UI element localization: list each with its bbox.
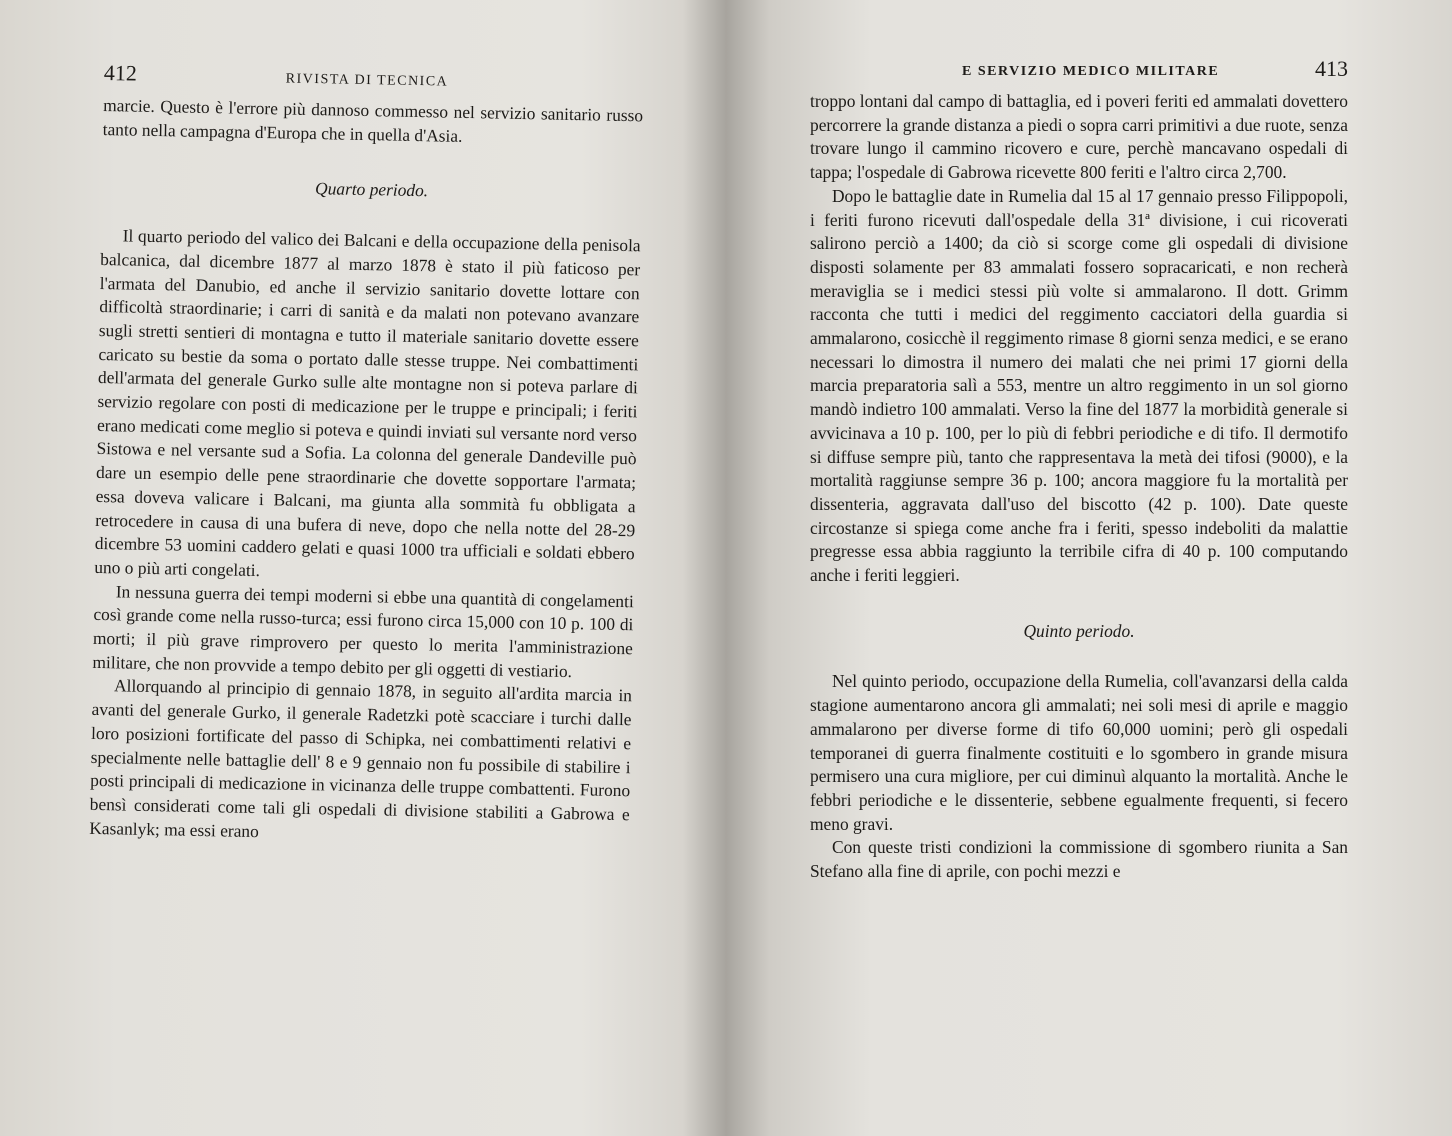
- paragraph: troppo lontani dal campo di battaglia, ed i poveri feriti ed ammalati dovettero percorrere la grande distanza a piedi o sopra carri primitivi a due ruote, senza trovare lungo il cammino ricovero e cure, perchè mancavano ospedali di tappa; l'ospedale di Gabrowa ricevette 800 feriti e l'altro circa 2,700.: [810, 91, 1348, 183]
- page-number-right: 413: [1315, 56, 1348, 81]
- right-running-header: [810, 56, 1348, 90]
- left-page-content: [89, 60, 644, 851]
- running-head-right: E SERVIZIO MEDICO MILITARE: [962, 64, 1220, 79]
- paragraph: Allorquando al principio di gennaio 1878, in seguito all'ardita marcia in avanti del generale Gurko, il generale Radetzki potè scacciare i turchi dalle loro posizioni fortificate del passo di Schipka, nei combattimenti relativi e specialmente nelle battaglie dell' 8 e 9 gennaio non fu possibile di stabilire i posti principali di medicazione in vicinanza delle truppe combattenti. Furono bensì considerati come tali gli ospedali di divisione stabiliti a Gabrowa e Kasanlyk; ma essi erano: [89, 675, 633, 841]
- section-title-quarto: Quarto periodo.: [314, 178, 429, 201]
- page-number-left: 412: [103, 60, 138, 86]
- paragraph: marcie. Questo è l'errore più dannoso commesso nel servizio sanitario russo tanto nella campagna d'Europa che in quella d'Asia.: [102, 94, 644, 146]
- paragraph: Nel quinto periodo, occupazione della Rumelia, coll'avanzarsi della calda stagione aumentarono ancora gli ammalati; nei soli mesi di aprile e maggio ammalarono per diverse forme di tifo 60,000 uomini; però gli ospedali temporanei di guerra finalmente costituiti e lo sgombero in grande misura permisero una cura migliore, per cui diminuì alquanto la mortalità. Anche le febbri periodiche e le dissenterie, sebbene egualmente frequenti, si fecero meno gravi.: [810, 671, 1348, 834]
- right-body-text: [810, 90, 1348, 884]
- paragraph: Dopo le battaglie date in Rumelia dal 15 al 17 gennaio presso Filippopoli, i feriti furono ricevuti dall'ospedale della 31ª divisione, i cui ricoverati salirono perciò a 1400; da ciò si scorge come gli ospedali di divisione disposti solamente per 83 ammalati fossero sopracaricati, e non recherà meraviglia se i medici stessi più volte si ammalarono. Il dott. Grimm racconta che tutti i medici del reggimento cacciatori della guardia si ammalarono, cosicchè il reggimento rimase 8 giorni senza medici, e se erano necessari lo dimostra il numero dei malati che nei primi 17 giorni della marcia preparatoria salì a 553, mentre un altro reggimento in un sol giorno mandò indietro 100 ammalati. Verso la fine del 1877 la morbidità generale si avvicinava a 10 p. 100, per lo più di febbri periodiche e di tifo. Il dermotifo si diffuse sempre più, tanto che rappresentava la metà dei tifosi (9000), e la mortalità raggiunse sempre 36 p. 100; ancora maggiore fu la mortalità per dissenteria, aggravata dall'uso del biscotto (42 p. 100). Date queste circostanze si spiega come anche fra i feriti, spesso indeboliti da malattie pregresse essa abbia raggiunto la terribile cifra di 40 p. 100 computando anche i feriti leggieri.: [810, 185, 1348, 586]
- right-page-content: [810, 56, 1348, 884]
- paragraph: Con queste tristi condizioni la commissione di sgombero riunita a San Stefano alla fine di aprile, con pochi mezzi e: [810, 837, 1348, 882]
- section-title-quinto: Quinto periodo.: [1023, 620, 1135, 641]
- paragraph: In nessuna guerra dei tempi moderni si ebbe una quantità di congelamenti così grande come nella russo-turca; essi furono circa 15,000 con 10 p. 100 di morti; il più grave rimprovero per questo lo merita l'amministrazione militare, che non provvide a tempo debito per gli oggetti di vestiario.: [92, 580, 634, 681]
- running-head-left: RIVISTA DI TECNICA: [285, 71, 449, 90]
- left-body-text: [89, 94, 643, 851]
- right-page: [726, 0, 1452, 1136]
- paragraph: Il quarto periodo del valico dei Balcani e della occupazione della penisola balcanica, dal dicembre 1877 al marzo 1878 è stato il più faticoso per l'armata del Danubio, ed anche il servizio sanitario dovette lottare con difficoltà straordinarie; i carri di sanità e da malati non potevano avanzare sugli stretti sentieri di montagna e tutto il materiale sanitario dovette essere caricato su bestie da soma o portato dalle stesse truppe. Nei combattimenti dell'armata del generale Gurko sulle alte montagne non si poteva parlare di servizio regolare con posti di medicazione per le truppe e principali; i feriti erano medicati come meglio si poteva e quindi inviati sul versante nord verso Sistowa e nel versante sud a Sofia. La colonna del generale Dandeville può dare un esempio delle pene straordinarie che dovette sopportare l'armata; essa doveva valicare i Balcani, ma giunta alla sommità fu obbligata a retrocedere in causa di una bufera di neve, dopo che nella notte del 28-29 dicembre 53 uomini caddero gelati e quasi 1000 tra ufficiali e soldati ebbero uno o più arti congelati.: [94, 225, 641, 581]
